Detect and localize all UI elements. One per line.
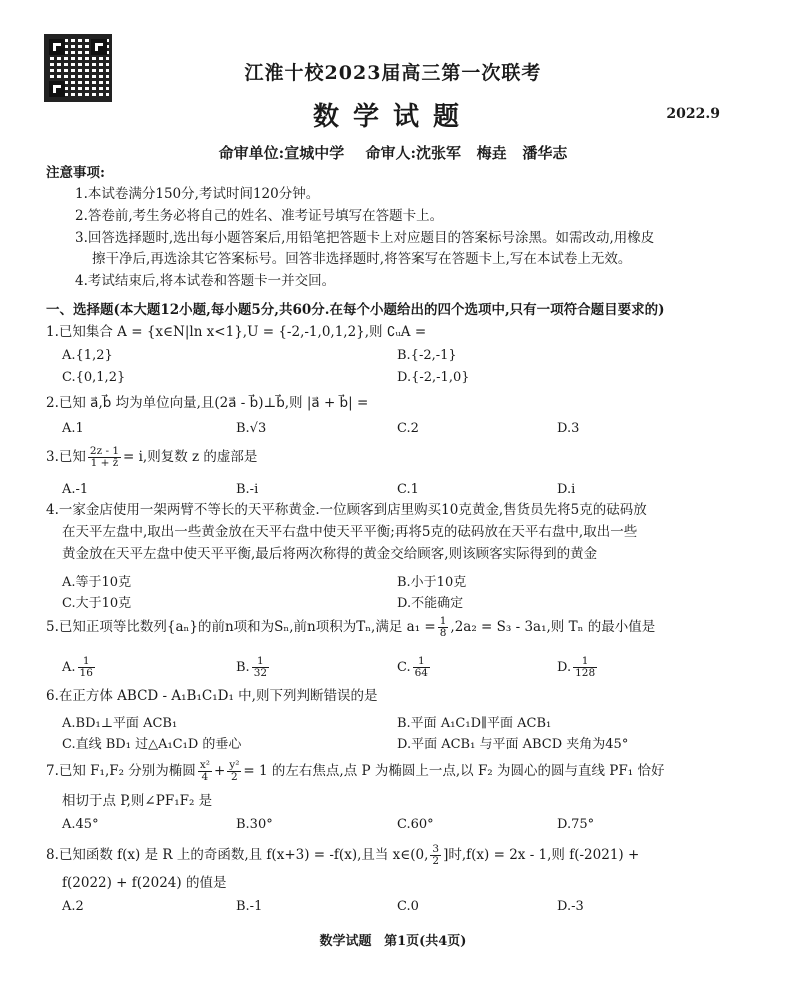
question-1-option-a: A.{1,2}	[62, 348, 113, 363]
question-3-pre: 3.已知	[46, 449, 86, 466]
fraction-numerator: 1	[573, 656, 597, 668]
question-7-line: 相切于点 P,则∠PF₁F₂ 是	[62, 793, 213, 809]
question-5-option-c	[397, 656, 432, 679]
note-item: 擦干净后,再选涂其它答案标号。回答非选择题时,将答案写在答题卡上,写在本试卷上无效。	[92, 251, 632, 267]
option-fraction	[78, 656, 95, 679]
section-heading: 一、选择题(本大题12小题,每小题5分,共60分.在每个小题给出的四个选项中,只有一项符合题目要求的)	[46, 302, 665, 318]
question-7-pre: 7.已知 F₁,F₂ 分别为椭圆	[46, 763, 196, 780]
fraction-numerator: 1	[413, 656, 430, 668]
question-3-option-b: B.-i	[236, 482, 259, 497]
fraction-numerator: y²	[229, 759, 240, 771]
exam-name: 江淮十校2023届高三第一次联考	[244, 62, 542, 84]
question-8-option-a: A.2	[62, 899, 84, 914]
fraction-numerator: 1	[78, 656, 95, 668]
page-number: 第1页(共4页)	[384, 934, 467, 949]
question-2-stem: 2.已知 a⃗,b⃗ 均为单位向量,且(2a⃗ - b⃗)⊥b⃗,则 |a⃗ + b⃗| =	[46, 395, 369, 411]
authors-line	[0, 142, 786, 163]
question-5-fraction	[438, 616, 449, 639]
question-2-option-c: C.2	[397, 421, 419, 436]
question-4-option-b: B.小于10克	[397, 575, 467, 590]
question-4-line: 在天平左盘中,取出一些黄金放在天平右盘中使天平平衡;再将5克的砝码放在天平右盘中,取出一些	[62, 524, 638, 540]
option-fraction	[252, 656, 269, 679]
qr-finder-pattern	[91, 39, 107, 55]
question-4-option-d: D.不能确定	[397, 596, 464, 611]
page-footer	[0, 930, 786, 949]
question-4-line: 4.一家金店使用一架两臂不等长的天平称黄金.一位顾客到店里购买10克黄金,售货员先将5克的砝码放	[46, 502, 647, 518]
fraction-denominator: 64	[414, 667, 428, 680]
question-7-option-b: B.30°	[236, 817, 273, 832]
question-6-option-b: B.平面 A₁C₁D∥平面 ACB₁	[397, 716, 552, 731]
question-1-option-b: B.{-2,-1}	[397, 348, 457, 363]
exam-date: 2022.9	[666, 106, 720, 122]
question-8-option-d: D.-3	[557, 899, 584, 914]
question-3-fraction	[88, 446, 121, 469]
question-1-option-d: D.{-2,-1,0}	[397, 370, 470, 385]
question-7-option-a: A.45°	[62, 817, 99, 832]
fraction-denominator: 2	[231, 771, 238, 784]
fraction-numerator: 2z - 1	[89, 445, 120, 457]
question-6-option-c: C.直线 BD₁ 过△A₁C₁D 的垂心	[62, 737, 242, 752]
question-2-option-a: A.1	[62, 421, 84, 436]
question-2-option-d: D.3	[557, 421, 580, 436]
note-item: 1.本试卷满分150分,考试时间120分钟。	[75, 186, 320, 202]
footer-subject: 数学试题	[319, 934, 372, 949]
question-8-post: ]时,f(x) = 2x - 1,则 f(-2021) +	[443, 847, 640, 864]
fraction-denominator: 16	[79, 667, 93, 680]
page-title: 数学试题	[312, 102, 473, 132]
question-7-option-d: D.75°	[557, 817, 595, 832]
option-letter: B.	[236, 660, 250, 676]
notes-title: 注意事项:	[46, 165, 105, 181]
question-3-stem	[46, 446, 257, 469]
question-3-option-a: A.-1	[62, 482, 89, 497]
question-5-pre: 5.已知正项等比数列{aₙ}的前n项和为Sₙ,前n项积为Tₙ,满足 a₁ =	[46, 619, 436, 636]
fraction-numerator: 3	[432, 843, 440, 855]
question-1-stem: 1.已知集合 A = {x∈N|ln x<1},U = {-2,-1,0,1,2},则 ∁ᵤA =	[46, 324, 427, 340]
fraction-numerator: x²	[199, 759, 210, 771]
question-7-fraction	[198, 760, 212, 783]
fraction-denominator: 8	[439, 627, 447, 640]
question-8-stem	[46, 844, 639, 867]
note-item: 4.考试结束后,将本试卷和答题卡一并交回。	[75, 273, 336, 289]
question-2-option-b: B.√3	[236, 421, 267, 436]
question-3-post: = i,则复数 z 的虚部是	[123, 449, 258, 466]
fraction-denominator: 1 + z̄	[90, 457, 119, 470]
fraction-denominator: 32	[253, 667, 268, 680]
question-6-stem: 6.在正方体 ABCD - A₁B₁C₁D₁ 中,则下列判断错误的是	[46, 688, 378, 704]
fraction-denominator: 4	[201, 771, 209, 784]
question-7-post: = 1 的左右焦点,点 P 为椭圆上一点,以 F₂ 为圆心的圆与直线 PF₁ 恰好	[243, 763, 665, 780]
question-1-option-c: C.{0,1,2}	[62, 370, 126, 385]
question-6-option-d: D.平面 ACB₁ 与平面 ABCD 夹角为45°	[397, 737, 629, 752]
note-item: 3.回答选择题时,选出每小题答案后,用铅笔把答题卡上对应题目的答案标号涂黑。如需改动,用橡皮	[75, 230, 655, 246]
question-4-option-a: A.等于10克	[62, 575, 132, 590]
option-letter: C.	[397, 660, 411, 676]
question-5-option-d	[557, 656, 599, 679]
question-5-stem	[46, 616, 655, 639]
question-7-fraction	[227, 760, 241, 783]
question-6-option-a: A.BD₁⊥平面 ACB₁	[62, 716, 178, 731]
qr-finder-pattern	[49, 39, 65, 55]
setter-unit: 命审单位:宣城中学	[218, 144, 345, 162]
option-fraction	[413, 656, 430, 679]
fraction-numerator: 1	[439, 615, 447, 627]
question-4-line: 黄金放在天平左盘中使天平平衡,最后将两次称得的黄金交给顾客,则该顾客实际得到的黄金	[62, 546, 598, 562]
question-5-post: ,2a₂ = S₃ - 3a₁,则 Tₙ 的最小值是	[450, 619, 656, 636]
fraction-denominator: 2	[432, 855, 440, 868]
option-letter: A.	[62, 660, 76, 676]
question-5-option-b	[236, 656, 271, 679]
question-4-option-c: C.大于10克	[62, 596, 132, 611]
reviewers: 命审人:沈张军 梅垚 潘华志	[365, 144, 568, 162]
fraction-denominator: 128	[575, 667, 596, 680]
question-8-option-c: C.0	[397, 899, 419, 914]
question-7-option-c: C.60°	[397, 817, 434, 832]
question-5-option-a	[62, 656, 97, 679]
note-item: 2.答卷前,考生务必将自己的姓名、准考证号填写在答题卡上。	[75, 208, 444, 224]
option-fraction	[573, 656, 597, 679]
question-8-option-b: B.-1	[236, 899, 263, 914]
question-7-stem	[46, 760, 664, 783]
option-letter: D.	[557, 660, 572, 676]
question-3-option-c: C.1	[397, 482, 419, 497]
question-3-option-d: D.i	[557, 482, 576, 497]
question-8-line: f(2022) + f(2024) 的值是	[62, 875, 227, 891]
question-8-fraction	[430, 844, 441, 867]
question-8-pre: 8.已知函数 f(x) 是 R 上的奇函数,且 f(x+3) = -f(x),且当 x∈(0,	[46, 847, 429, 864]
plus-sign: +	[213, 763, 226, 780]
fraction-numerator: 1	[252, 656, 269, 668]
